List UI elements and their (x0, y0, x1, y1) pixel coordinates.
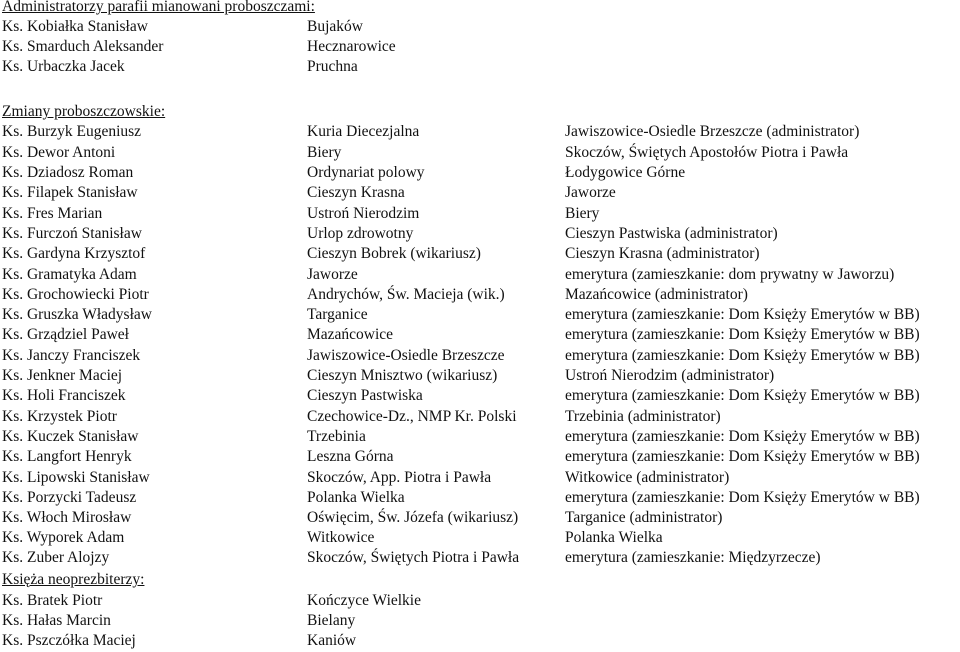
priest-name: Ks. Grządziel Paweł (2, 326, 129, 343)
change-row (0, 224, 960, 244)
previous-post: Ordynariat polowy (307, 164, 425, 181)
administrator-row (0, 57, 960, 77)
change-row (0, 204, 960, 224)
ordained-row (0, 631, 960, 651)
priest-name: Ks. Jenkner Maciej (2, 367, 123, 384)
previous-post: Biery (307, 144, 342, 161)
priest-name: Ks. Smarduch Aleksander (2, 38, 164, 55)
change-row (0, 244, 960, 264)
new-post: Jaworze (565, 184, 616, 201)
change-row (0, 366, 960, 386)
new-post: emerytura (zamieszkanie: Dom Księży Emerytów w BB) (565, 387, 920, 404)
priest-name: Ks. Włoch Mirosław (2, 509, 132, 526)
new-post: emerytura (zamieszkanie: dom prywatny w Jaworzu) (565, 266, 895, 283)
priest-name: Ks. Dziadosz Roman (2, 164, 134, 181)
priest-name: Ks. Kuczek Stanisław (2, 428, 139, 445)
change-row (0, 508, 960, 528)
priest-name: Ks. Kobiałka Stanisław (2, 18, 148, 35)
new-post: Polanka Wielka (565, 529, 663, 546)
priest-name: Ks. Hałas Marcin (2, 612, 111, 629)
previous-post: Skoczów, App. Piotra i Pawła (307, 469, 492, 486)
previous-post: Czechowice-Dz., NMP Kr. Polski (307, 408, 517, 425)
previous-post: Mazańcowice (307, 326, 394, 343)
new-post: Mazańcowice (administrator) (565, 286, 748, 303)
new-post: Łodygowice Górne (565, 164, 686, 181)
change-row (0, 285, 960, 305)
priest-name: Ks. Dewor Antoni (2, 144, 116, 161)
previous-post: Targanice (307, 306, 368, 323)
priest-name: Ks. Gardyna Krzysztof (2, 245, 146, 262)
previous-post: Leszna Górna (307, 448, 394, 465)
priest-name: Ks. Holi Franciszek (2, 387, 126, 404)
new-post: emerytura (zamieszkanie: Dom Księży Emerytów w BB) (565, 448, 920, 465)
change-row (0, 468, 960, 488)
new-post: Cieszyn Pastwiska (administrator) (565, 225, 778, 242)
new-post: Trzebinia (administrator) (565, 408, 721, 425)
previous-post: Jawiszowice-Osiedle Brzeszcze (307, 347, 505, 364)
previous-post: Polanka Wielka (307, 489, 405, 506)
ordained-row (0, 591, 960, 611)
priest-name: Ks. Furczoń Stanisław (2, 225, 142, 242)
change-row (0, 183, 960, 203)
ordained-row (0, 611, 960, 631)
change-row (0, 548, 960, 568)
change-row (0, 163, 960, 183)
priest-name: Ks. Gramatyka Adam (2, 266, 137, 283)
change-row (0, 122, 960, 142)
new-post: emerytura (zamieszkanie: Dom Księży Emerytów w BB) (565, 306, 920, 323)
new-post: Biery (565, 205, 600, 222)
previous-post: Ustroń Nierodzim (307, 205, 420, 222)
change-row (0, 143, 960, 163)
priest-name: Ks. Zuber Alojzy (2, 549, 110, 566)
new-post: Witkowice (administrator) (565, 469, 730, 486)
new-post: emerytura (zamieszkanie: Dom Księży Emerytów w BB) (565, 489, 920, 506)
priest-name: Ks. Janczy Franciszek (2, 347, 141, 364)
previous-post: Skoczów, Świętych Piotra i Pawła (307, 549, 520, 566)
previous-post: Trzebinia (307, 428, 366, 445)
priest-name: Ks. Bratek Piotr (2, 592, 103, 609)
previous-post: Jaworze (307, 266, 358, 283)
parish-name: Bujaków (307, 18, 363, 35)
new-post: emerytura (zamieszkanie: Dom Księży Emerytów w BB) (565, 428, 920, 445)
priest-name: Ks. Grochowiecki Piotr (2, 286, 149, 303)
previous-post: Oświęcim, Św. Józefa (wikariusz) (307, 509, 519, 526)
parish-name: Pruchna (307, 58, 358, 75)
parish-name: Bielany (307, 612, 356, 629)
previous-post: Cieszyn Pastwiska (307, 387, 423, 404)
priest-name: Ks. Gruszka Władysław (2, 306, 152, 323)
previous-post: Cieszyn Bobrek (wikariusz) (307, 245, 481, 262)
previous-post: Witkowice (307, 529, 375, 546)
previous-post: Urlop zdrowotny (307, 225, 414, 242)
administrator-row (0, 17, 960, 37)
change-row (0, 427, 960, 447)
administrator-row (0, 37, 960, 57)
change-row (0, 447, 960, 467)
parish-name: Kaniów (307, 632, 357, 649)
new-post: emerytura (zamieszkanie: Dom Księży Emerytów w BB) (565, 347, 920, 364)
administrators-heading: Administratorzy parafii mianowani proboszczami: (2, 0, 315, 15)
change-row (0, 386, 960, 406)
new-post: Cieszyn Krasna (administrator) (565, 245, 760, 262)
priest-name: Ks. Filapek Stanisław (2, 184, 138, 201)
new-post: emerytura (zamieszkanie: Międzyrzecze) (565, 549, 821, 566)
change-row (0, 346, 960, 366)
previous-post: Cieszyn Mnisztwo (wikariusz) (307, 367, 498, 384)
priest-name: Ks. Lipowski Stanisław (2, 469, 150, 486)
previous-post: Kuria Diecezjalna (307, 123, 420, 140)
priest-name: Ks. Urbaczka Jacek (2, 58, 125, 75)
parish-name: Hecznarowice (307, 38, 396, 55)
parish-name: Kończyce Wielkie (307, 592, 421, 609)
new-post: emerytura (zamieszkanie: Dom Księży Emerytów w BB) (565, 326, 920, 343)
new-post: Jawiszowice-Osiedle Brzeszcze (administrator) (565, 123, 860, 140)
changes-heading: Zmiany proboszczowskie: (2, 103, 166, 120)
priest-name: Ks. Wyporek Adam (2, 529, 125, 546)
change-row (0, 488, 960, 508)
ordained-heading: Księża neoprezbiterzy: (2, 571, 145, 588)
change-row (0, 325, 960, 345)
change-row (0, 528, 960, 548)
priest-name: Ks. Pszczółka Maciej (2, 632, 136, 649)
previous-post: Andrychów, Św. Macieja (wik.) (307, 286, 505, 303)
priest-name: Ks. Porzycki Tadeusz (2, 489, 137, 506)
priest-name: Ks. Krzystek Piotr (2, 408, 117, 425)
change-row (0, 305, 960, 325)
new-post: Ustroń Nierodzim (administrator) (565, 367, 775, 384)
priest-name: Ks. Burzyk Eugeniusz (2, 123, 142, 140)
new-post: Skoczów, Świętych Apostołów Piotra i Pawła (565, 144, 849, 161)
priest-name: Ks. Langfort Henryk (2, 448, 132, 465)
previous-post: Cieszyn Krasna (307, 184, 405, 201)
change-row (0, 265, 960, 285)
change-row (0, 407, 960, 427)
priest-name: Ks. Fres Marian (2, 205, 103, 222)
new-post: Targanice (administrator) (565, 509, 723, 526)
